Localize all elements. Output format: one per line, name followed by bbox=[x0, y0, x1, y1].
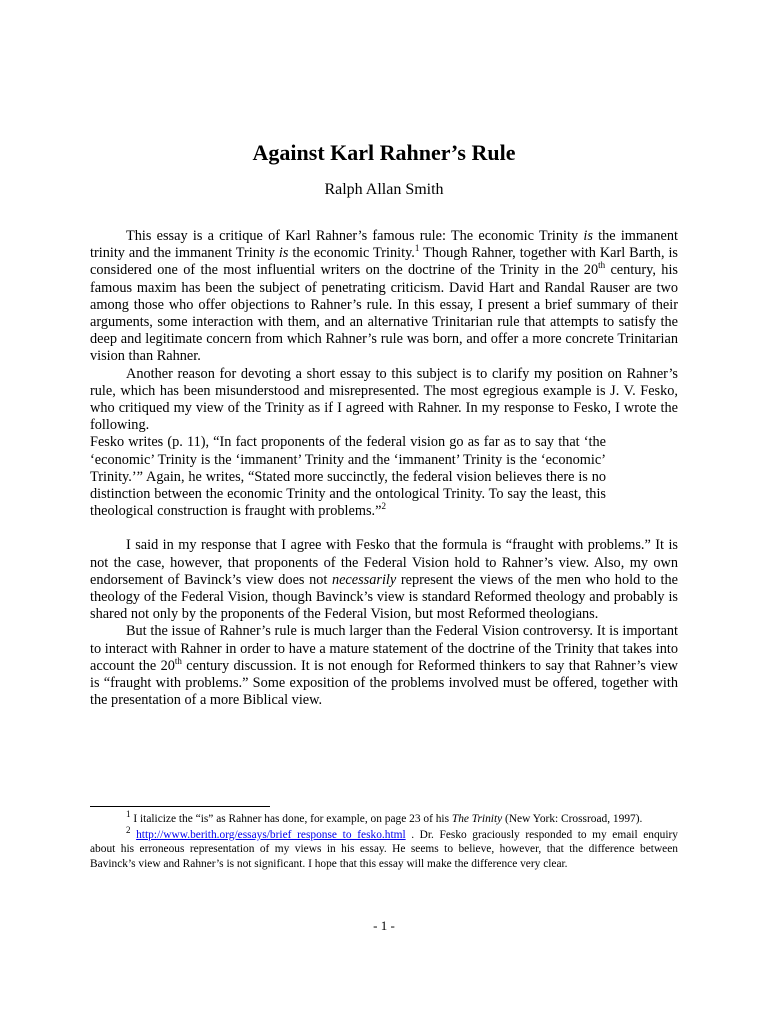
footnote-1: $^1$ I italicize the “is” as Rahner has done, for example, on page 23 of his The Trinity (New York: Crossroad, 1997). bbox=[126, 809, 643, 825]
footnote-number: 1 bbox=[126, 809, 131, 820]
italic-is: is bbox=[278, 245, 289, 262]
footnote-ref-2[interactable]: 2 bbox=[381, 501, 386, 512]
footnotes-section bbox=[90, 809, 678, 871]
ordinal-suffix: th bbox=[174, 656, 182, 667]
footnote-number: 2 bbox=[126, 824, 131, 835]
document-title: Against Karl Rahner’s Rule bbox=[252, 140, 516, 165]
footnote-2: $^2$ http://www.berith.org/essays/brief_response_to_fesko.html . Dr. Fesko graciously responded to my email enquiry about his erroneous representation of my views in his essay. He seems to believe, however, that the difference between Bavinck’s view and Rahner’s is not significant. I hope that this essay will make the difference very clear. bbox=[90, 824, 678, 870]
paragraph-3: I said in my response that I agree with Fesko that the formula is “fraught with problems.” It is not the case, however, that proponents of the Federal Vision hold to Rahner’s view. Also, my own endorsement of Bavinck’s view does not necessarily represent the views of the men who hold to the theology of the Federal Vision, though Bavinck’s view is standard Reformed theology and probably is shared not only by the proponents of the Federal Vision, but most Reformed theologians. bbox=[90, 537, 678, 623]
paragraph-4: But the issue of Rahner’s rule is much larger than the Federal Vision controversy. It is important to interact with Rahner in order to have a mature statement of the doctrine of the Trinity that takes into account the 20th century discussion. It is not enough for Reformed thinkers to say that Rahner’s view is “fraught with problems.” Some exposition of the problems involved must be offered, together with the presentation of a more Biblical view. bbox=[90, 623, 678, 709]
page-number: - 1 - bbox=[373, 918, 395, 933]
footnote-separator bbox=[90, 806, 270, 807]
paragraph-1: This essay is a critique of Karl Rahner’s famous rule: The economic Trinity is the immanent trinity and the immanent Trinity is the economic Trinity.$^1$ Though Rahner, together with Karl Barth, is considered one of the most influential writers on the doctrine of the Trinity in the 20th century, his famous maxim has been the subject of penetrating criticism. David Hart and Randal Rauser are two among those who offer objections to Rahner’s rule. In this essay, I present a brief summary of their arguments, some interaction with them, and an alternative Trinitarian rule that attempts to satisfy the deep and legitimate concern from which Rahner’s rule was born, and offer a more concrete Trinitarian vision than Rahner. bbox=[90, 228, 678, 365]
document-body bbox=[90, 228, 678, 709]
book-title: The Trinity bbox=[451, 813, 503, 825]
essay-link[interactable]: http://www.berith.org/essays/brief_response_to_fesko.html bbox=[136, 828, 406, 841]
paragraph-2: Another reason for devoting a short essay to this subject is to clarify my position on Rahner’s rule, which has been misunderstood and misrepresented. The most egregious example is J. V. Fesko, who critiqued my view of the Trinity as if I agreed with Rahner. In my response to Fesko, I wrote the following. bbox=[90, 365, 678, 434]
italic-is: is bbox=[583, 228, 593, 244]
author-name: Ralph Allan Smith bbox=[324, 181, 444, 198]
block-quote: Fesko writes (p. 11), “In fact proponents of the federal vision go as far as to say that ‘the ‘economic’ Trinity is the ‘immanent’ Trinity and the ‘immanent’ Trinity is the ‘economic’ Trinity.’” Again, he writes, “Stated more succinctly, the federal vision believes there is no distinction between the economic Trinity and the ontological Trinity. To say the least, this theological construction is fraught with problems.”$^2$ bbox=[90, 434, 606, 520]
italic-necessarily: necessarily bbox=[331, 571, 397, 588]
footnote-ref-1[interactable]: 1 bbox=[414, 243, 420, 254]
ordinal-suffix: th bbox=[598, 260, 606, 271]
